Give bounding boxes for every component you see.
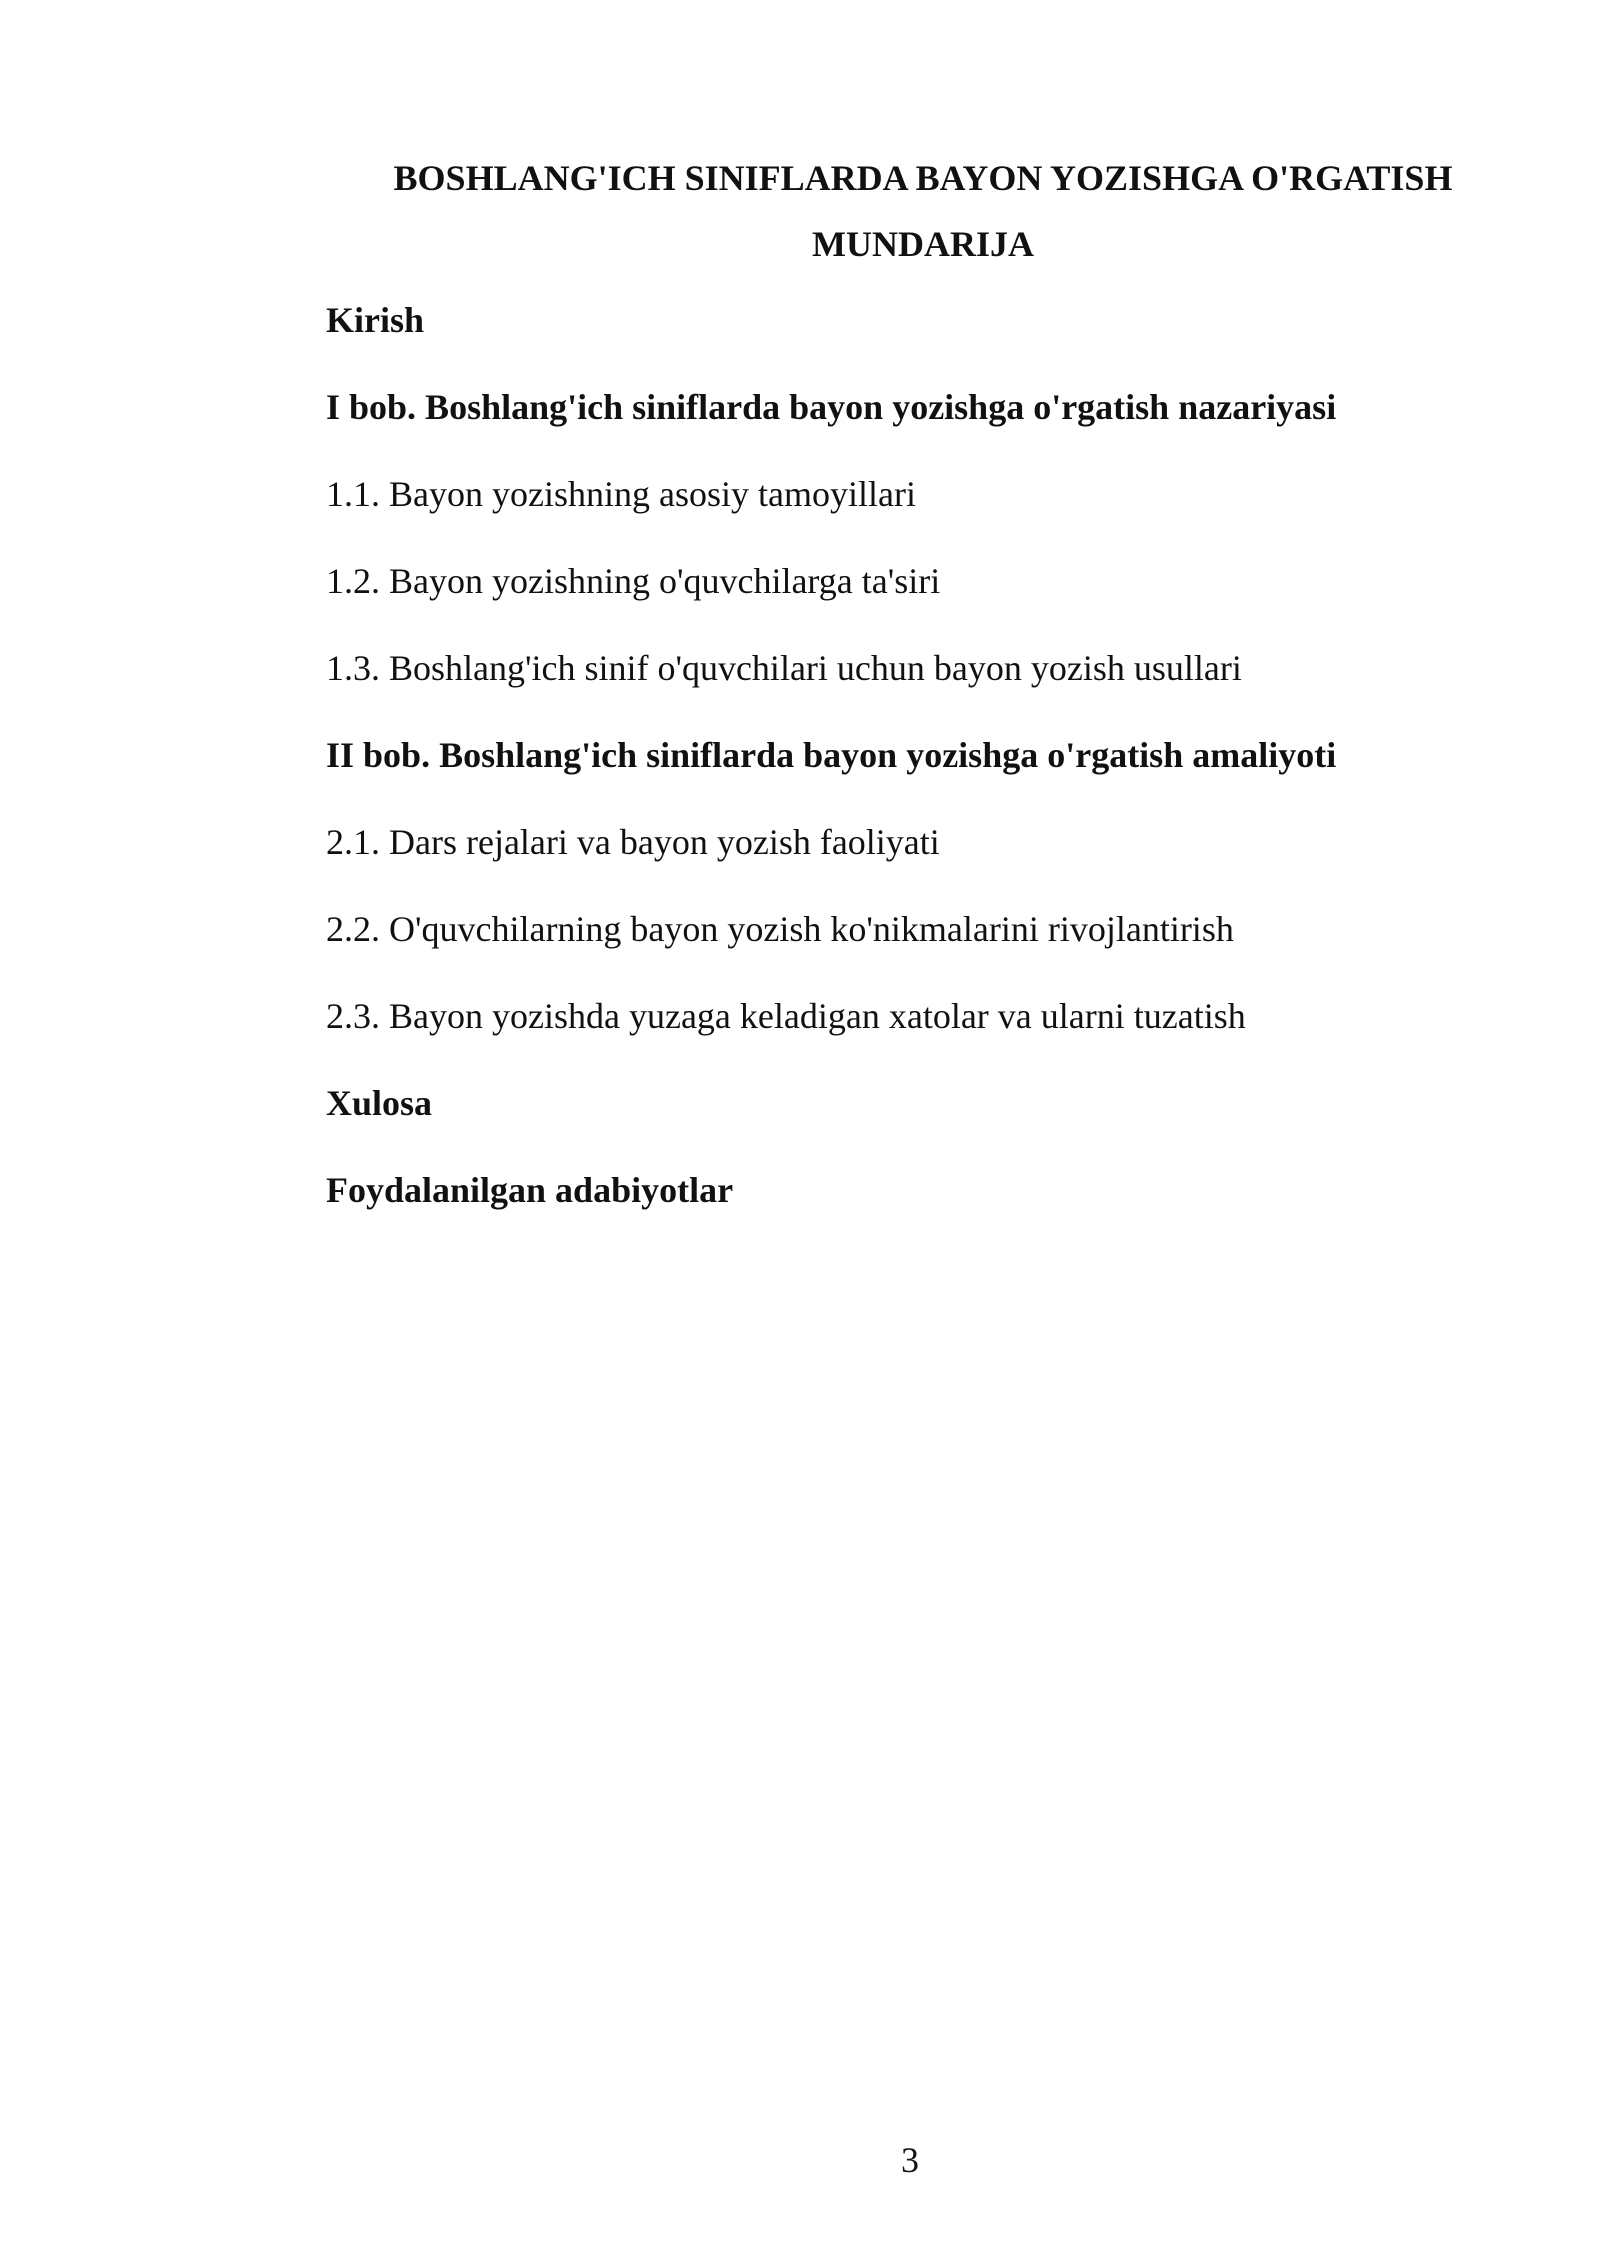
- toc-item-conclusion: Xulosa: [326, 1083, 433, 1123]
- toc-item-chapter-2: II bob. Boshlang'ich siniflarda bayon yozishga o'rgatish amaliyoti: [326, 735, 1337, 775]
- table-of-contents: [326, 277, 1520, 1234]
- toc-item-chapter-1: I bob. Boshlang'ich siniflarda bayon yozishga o'rgatish nazariyasi: [326, 387, 1337, 427]
- toc-item-section-1-3: 1.3. Boshlang'ich sinif o'quvchilari uchun bayon yozish usullari: [326, 648, 1242, 688]
- toc-item-section-1-1: 1.1. Bayon yozishning asosiy tamoyillari: [326, 474, 916, 514]
- toc-item-references: Foydalanilgan adabiyotlar: [326, 1170, 734, 1210]
- toc-item-section-1-2: 1.2. Bayon yozishning o'quvchilarga ta'siri: [326, 561, 941, 601]
- toc-item-section-2-1: 2.1. Dars rejalari va bayon yozish faoliyati: [326, 822, 940, 862]
- toc-item-section-2-3: 2.3. Bayon yozishda yuzaga keladigan xatolar va ularni tuzatish: [326, 996, 1246, 1036]
- page-number: 3: [901, 2140, 919, 2180]
- toc-heading: MUNDARIJA: [812, 224, 1034, 264]
- document-title: BOSHLANG'ICH SINIFLARDA BAYON YOZISHGA O'RGATISH: [393, 158, 1453, 198]
- toc-item-introduction: Kirish: [326, 300, 425, 340]
- toc-item-section-2-2: 2.2. O'quvchilarning bayon yozish ko'nikmalarini rivojlantirish: [326, 909, 1234, 949]
